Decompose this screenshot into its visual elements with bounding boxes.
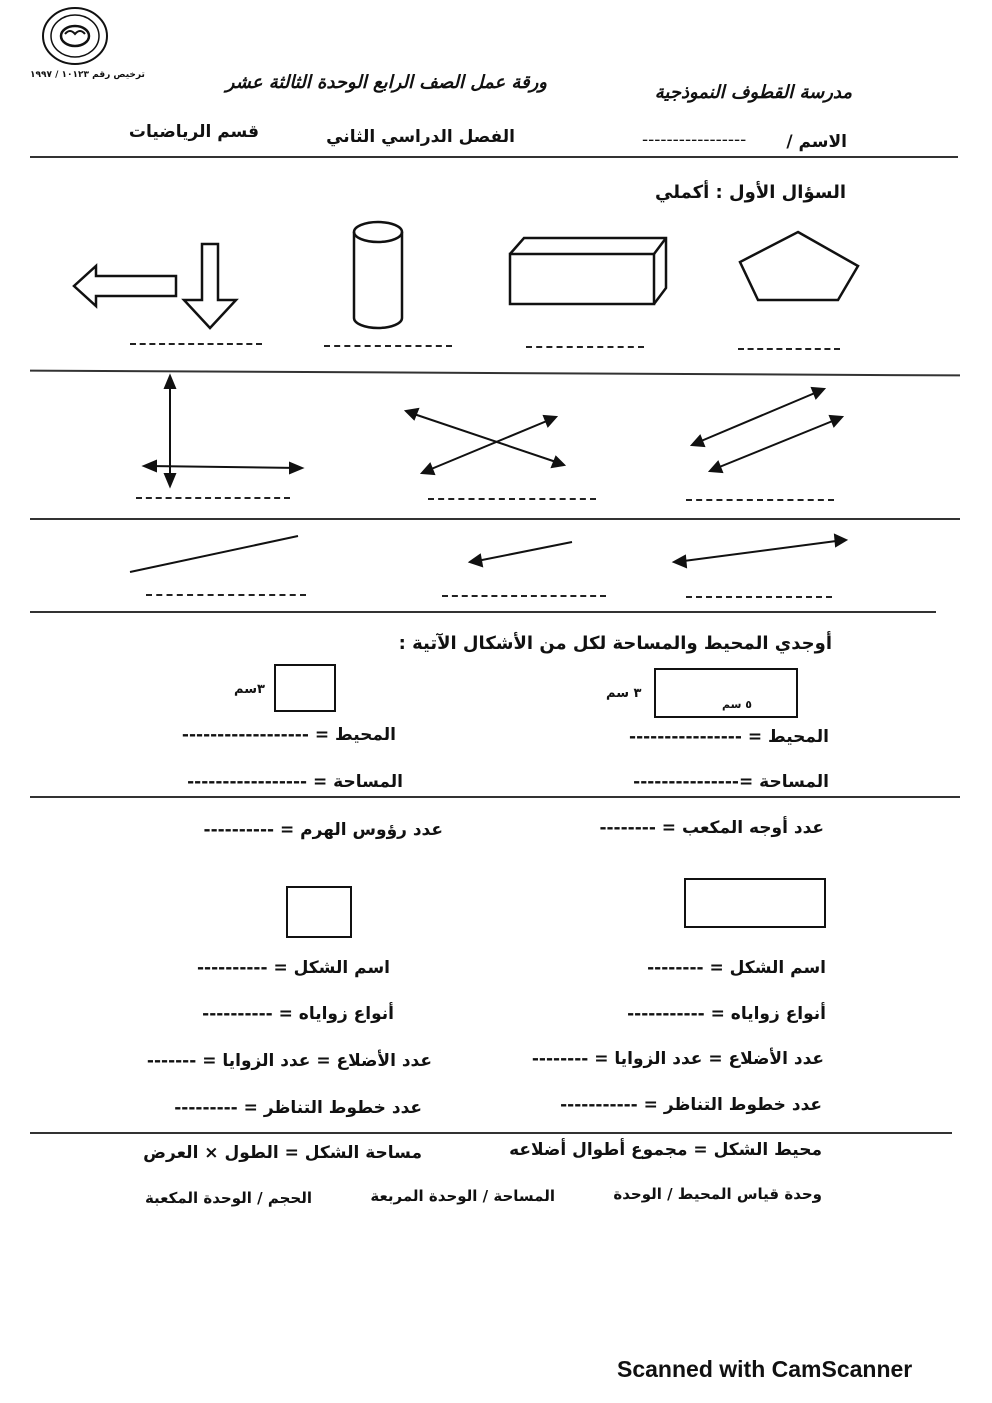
- pentagon-shape: [740, 232, 858, 300]
- intersecting-lines: [406, 409, 564, 474]
- rectangle-bottom-label: ٥ سم: [722, 698, 752, 711]
- rectangle-figure-2: [684, 878, 826, 928]
- cylinder-shape: [354, 222, 402, 328]
- divider: [30, 796, 960, 798]
- divider: [30, 611, 936, 613]
- answer-blank-parallel[interactable]: [686, 499, 834, 501]
- school-name: مدرسة القطوف النموذجية: [654, 82, 852, 103]
- square-figure: [274, 664, 336, 712]
- ray: [470, 542, 572, 566]
- parallel-lines: [692, 388, 842, 472]
- perimeter-left: المحيط = ------------------: [181, 725, 396, 745]
- answer-blank-prism[interactable]: [526, 346, 644, 348]
- cube-faces: عدد أوجه المكعب = --------: [599, 818, 824, 838]
- angles-left: أنواع زواياه = ----------: [202, 1004, 394, 1024]
- shape-name-right: اسم الشكل = --------: [647, 958, 826, 978]
- scanner-watermark: Scanned with CamScanner: [617, 1356, 913, 1382]
- unit-perimeter: وحدة قياس المحيط / الوحدة: [613, 1185, 822, 1203]
- answer-blank-perpendicular[interactable]: [136, 497, 290, 499]
- divider: [30, 518, 960, 520]
- shape-name-left: اسم الشكل = ----------: [196, 958, 390, 978]
- seal-number: ترخيص رقم ١٠١٢٣ / ١٩٩٧: [30, 70, 145, 80]
- sides-right: عدد الأضلاع = عدد الزوايا = --------: [531, 1049, 824, 1069]
- answer-blank-intersecting[interactable]: [428, 498, 596, 500]
- square-side-label: ٣سم: [234, 682, 265, 697]
- perimeter-right: المحيط = ----------------: [629, 727, 829, 747]
- department: قسم الرياضيات: [128, 122, 259, 142]
- worksheet-title: ورقة عمل الصف الرابع الوحدة الثالثة عشر: [225, 72, 547, 93]
- unit-area: المساحة / الوحدة المربعة: [370, 1187, 555, 1205]
- answer-blank-pentagon[interactable]: [738, 348, 840, 350]
- answer-blank-cylinder[interactable]: [324, 345, 452, 347]
- angles-right: أنواع زواياه = -----------: [627, 1004, 826, 1024]
- pyramid-vertices: عدد رؤوس الهرم = ----------: [203, 820, 443, 840]
- perimeter-area-heading: أوجدي المحيط والمساحة لكل من الأشكال الآتية :: [398, 633, 832, 654]
- answer-blank-segment[interactable]: [146, 594, 306, 596]
- symmetry-left: عدد خطوط التناظر = ---------: [174, 1098, 422, 1118]
- square-figure-2: [286, 886, 352, 938]
- line-segment: [130, 536, 298, 572]
- sides-left: عدد الأضلاع = عدد الزوايا = -------: [146, 1051, 432, 1071]
- down-arrow-shape: [184, 244, 236, 328]
- answer-blank-ray[interactable]: [442, 595, 606, 597]
- answer-blank-line[interactable]: [686, 596, 832, 598]
- left-arrow-shape: [74, 266, 176, 306]
- area-left: المساحة = -----------------: [187, 772, 403, 792]
- answer-blank-arrows[interactable]: [130, 343, 262, 345]
- question-1-heading: السؤال الأول : أكملي: [655, 182, 846, 203]
- rectangular-prism-shape: [510, 238, 666, 304]
- area-rule: مساحة الشكل = الطول × العرض: [143, 1143, 422, 1163]
- rectangle-side-label: ٣ سم: [606, 686, 642, 701]
- semester: الفصل الدراسي الثاني: [326, 127, 515, 147]
- divider: [30, 1132, 952, 1134]
- perpendicular-lines: [144, 376, 302, 486]
- name-blank: -----------------: [642, 130, 747, 150]
- unit-volume: الحجم / الوحدة المكعبة: [144, 1189, 312, 1207]
- symmetry-right: عدد خطوط التناظر = -----------: [560, 1095, 822, 1115]
- area-right: المساحة =---------------: [633, 772, 829, 792]
- name-label: الاسم /: [786, 132, 847, 152]
- perimeter-rule: محيط الشكل = مجموع أطوال أضلاعه: [509, 1140, 822, 1160]
- straight-line: [674, 535, 846, 567]
